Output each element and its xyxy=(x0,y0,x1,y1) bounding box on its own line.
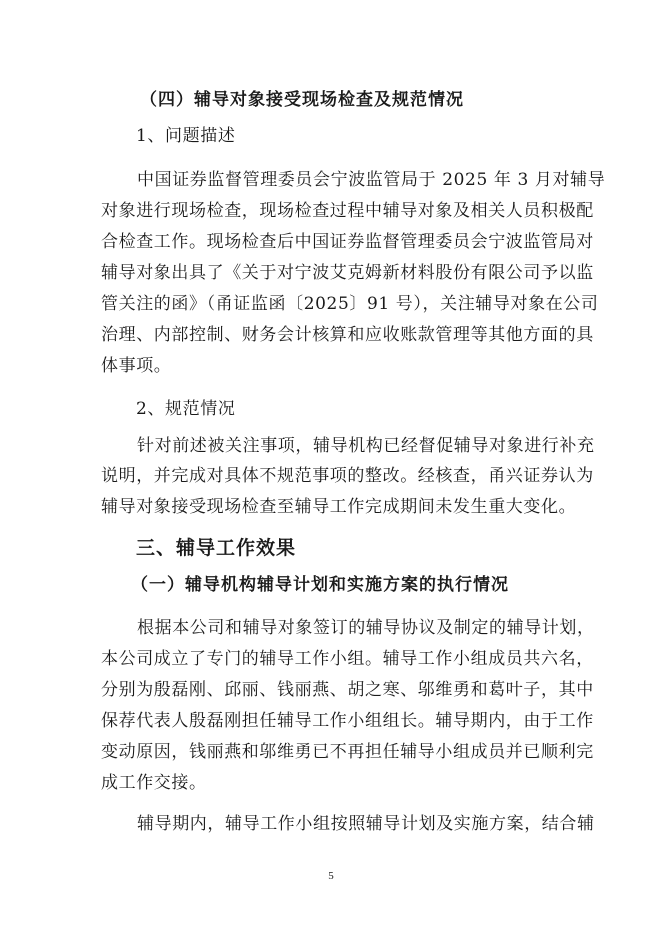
paragraph-line: 保荐代表人殷磊刚担任辅导工作小组组长。辅导期内，由于工作 xyxy=(101,711,594,731)
problem-heading: 1、问题描述 xyxy=(136,126,236,146)
problem-line: 管关注的函》（甬证监函〔2025〕91 号），关注辅导对象在公司 xyxy=(101,294,599,314)
problem-line: 治理、内部控制、财务会计核算和应收账款管理等其他方面的具 xyxy=(101,325,594,345)
paragraph-line: 本公司成立了专门的辅导工作小组。辅导工作小组成员共六名， xyxy=(101,649,594,669)
page-number: 5 xyxy=(328,870,334,882)
section-3-heading: 三、辅导工作效果 xyxy=(136,537,297,559)
problem-line: 体事项。 xyxy=(101,356,172,376)
rectify-line: 针对前述被关注事项，辅导机构已经督促辅导对象进行补充 xyxy=(137,436,595,456)
rectify-line: 辅导对象接受现场检查至辅导工作完成期间未发生重大变化。 xyxy=(101,497,577,517)
paragraph-line: 变动原因，钱丽燕和邬维勇已不再担任辅导小组成员并已顺利完 xyxy=(101,742,594,762)
section-4-heading: （四）辅导对象接受现场检查及规范情况 xyxy=(140,90,464,110)
problem-line: 辅导对象出具了《关于对宁波艾克姆新材料股份有限公司予以监 xyxy=(101,263,594,283)
rectify-heading: 2、规范情况 xyxy=(136,399,236,419)
paragraph-line: 成工作交接。 xyxy=(101,773,207,793)
paragraph-line: 辅导期内，辅导工作小组按照辅导计划及实施方案，结合辅 xyxy=(137,814,595,834)
rectify-line: 说明，并完成对具体不规范事项的整改。经核查，甬兴证券认为 xyxy=(101,466,594,486)
problem-line: 中国证券监督管理委员会宁波监管局于 2025 年 3 月对辅导 xyxy=(137,170,606,190)
paragraph-line: 根据本公司和辅导对象签订的辅导协议及制定的辅导计划， xyxy=(137,618,595,638)
problem-line: 对象进行现场检查，现场检查过程中辅导对象及相关人员积极配 xyxy=(101,201,594,221)
paragraph-line: 分别为殷磊刚、邱丽、钱丽燕、胡之寒、邬维勇和葛叶子，其中 xyxy=(101,680,594,700)
problem-line: 合检查工作。现场检查后中国证券监督管理委员会宁波监管局对 xyxy=(101,232,594,252)
subsection-1-heading: （一）辅导机构辅导计划和实施方案的执行情况 xyxy=(131,575,509,595)
